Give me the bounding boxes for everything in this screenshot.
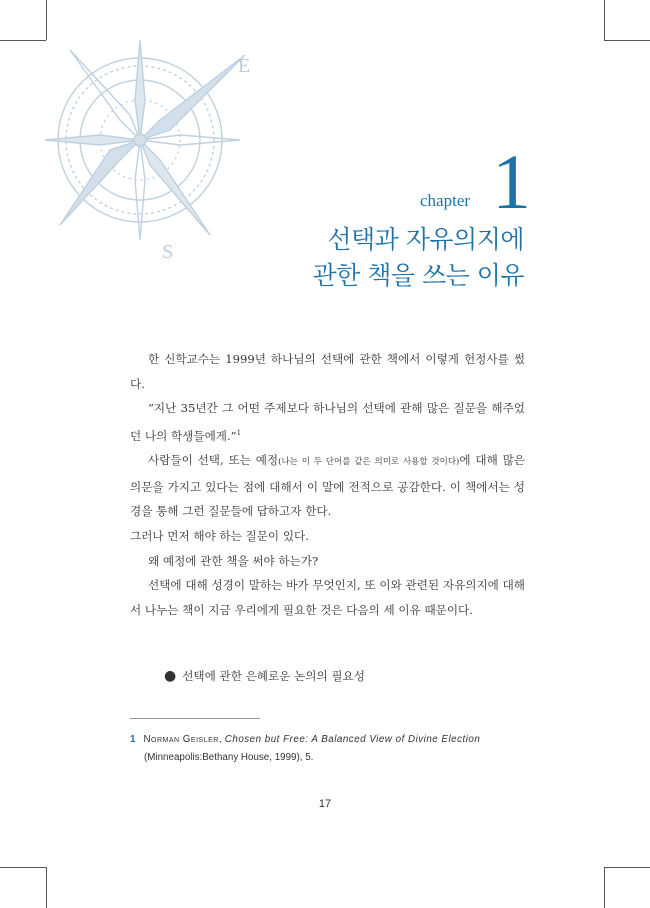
paragraph bbox=[130, 448, 525, 524]
bullet-text: 선택에 관한 은혜로운 논의의 필요성 bbox=[182, 669, 365, 683]
compass-rose-icon bbox=[40, 30, 290, 280]
quote-text: “지난 35년간 그 어떤 주제보다 하나님의 선택에 관해 많은 질문을 해주었던 나의 학생들에게.” bbox=[130, 401, 525, 443]
paragraph: 한 신학교수는 1999년 하나님의 선택에 관한 책에서 이렇게 헌정사를 썼다. bbox=[130, 352, 525, 391]
paragraph: 그러나 먼저 해야 하는 질문이 있다. bbox=[130, 529, 309, 544]
bullet-dot-icon: ● bbox=[164, 668, 177, 684]
parenthetical-note: (나는 이 두 단어를 같은 의미로 사용할 것이다) bbox=[278, 457, 460, 468]
crop-mark bbox=[46, 867, 47, 908]
page-number: 17 bbox=[318, 798, 332, 810]
chapter-title bbox=[312, 222, 524, 294]
paragraph-text: 사람들이 선택, 또는 예정 bbox=[148, 453, 279, 468]
paragraph: 왜 예정에 관한 책을 써야 하는가? bbox=[148, 553, 319, 568]
chapter-number: 1 bbox=[492, 138, 531, 225]
footnote-publication: (Minneapolis:Bethany House, 1999), 5. bbox=[144, 752, 314, 763]
crop-mark bbox=[604, 867, 650, 868]
crop-mark bbox=[604, 867, 605, 908]
compass-letter-e: E bbox=[238, 55, 251, 77]
paragraph-text: 에 대해 많은 의문을 가지고 있다는 점에 대해서 이 말에 전적으로 공감한다. 이 책에서는 성경을 통해 그런 질문들에 답하고자 한다. bbox=[130, 453, 525, 519]
chapter-label: chapter bbox=[420, 191, 471, 210]
bullet-item bbox=[164, 668, 365, 684]
footnote-number: 1 bbox=[130, 734, 136, 745]
crop-mark bbox=[604, 40, 650, 41]
crop-mark bbox=[604, 0, 605, 40]
footnote-book-title: Chosen but Free: A Balanced View of Divine Election bbox=[224, 734, 481, 745]
chapter-title-line: 선택과 자유의지에 bbox=[327, 225, 524, 254]
paragraph bbox=[130, 396, 525, 448]
chapter-title-line: 관한 책을 쓰는 이유 bbox=[312, 261, 524, 290]
footnote-author: Norman Geisler, bbox=[143, 734, 223, 745]
body-text bbox=[130, 347, 525, 622]
footnote-ref: 1 bbox=[236, 428, 242, 437]
compass-letter-s: S bbox=[162, 241, 174, 263]
footnote-divider bbox=[130, 718, 260, 719]
footnote bbox=[130, 731, 530, 767]
crop-mark bbox=[0, 867, 46, 868]
paragraph: 선택에 대해 성경이 말하는 바가 무엇인지, 또 이와 관련된 자유의지에 대해서 나누는 책이 지금 우리에게 필요한 것은 다음의 세 이유 때문이다. bbox=[130, 578, 525, 617]
